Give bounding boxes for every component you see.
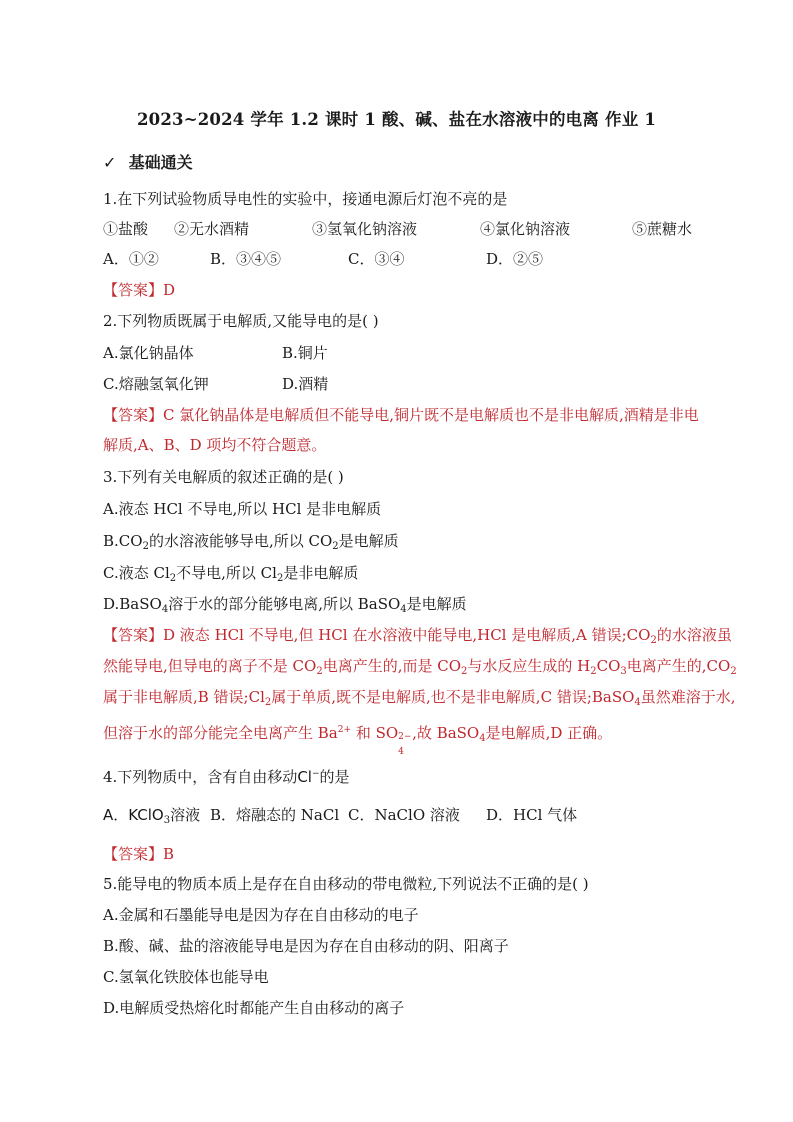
q3-answer-line2: 然能导电,但导电的离子不是 $CO_2$电离产生的,而是 $CO_2$与水反应生成的 $H_2CO_3$电离产生的$,CO_2$ <box>103 657 737 677</box>
q5-stem: 5.能导电的物质本质上是存在自由移动的带电微粒,下列说法不正确的是( ) <box>103 875 589 893</box>
q1-option-a: A．①② <box>103 250 159 268</box>
q2-stem: 2.下列物质既属于电解质,又能导电的是( ) <box>103 312 379 330</box>
check-icon: ✓ <box>103 153 117 172</box>
q2-answer-line1: 【答案】C 氯化钠晶体是电解质但不能导电,铜片既不是电解质也不是非电解质,酒精是非电 <box>103 406 699 424</box>
q1-item: ⑤蔗糖水 <box>632 220 693 238</box>
q3-stem: 3.下列有关电解质的叙述正确的是( ) <box>103 468 344 486</box>
q4-stem: 4.下列物质中，含有自由移动Cl−的是 <box>103 768 350 786</box>
q4-answer: 【答案】B <box>103 845 175 863</box>
q1-option-d: D．②⑤ <box>486 250 544 268</box>
q4-option-a: A．KClO$_3$溶液 <box>103 806 201 826</box>
q2-option-b: B.铜片 <box>282 344 328 362</box>
q4-option-b: B．熔融态的 NaCl <box>210 806 340 824</box>
section-heading <box>103 150 193 173</box>
q5-option-c: C.氢氧化铁胶体也能导电 <box>103 968 269 986</box>
q4-option-c: C．NaClO 溶液 <box>348 806 460 824</box>
q2-option-c: C.熔融氢氧化钾 <box>103 375 209 393</box>
q5-option-d: D.电解质受热熔化时都能产生自由移动的离子 <box>103 999 405 1017</box>
q1-stem: 1.在下列试验物质导电性的实验中，接通电源后灯泡不亮的是 <box>103 190 508 208</box>
q5-option-b: B.酸、碱、盐的溶液能导电是因为存在自由移动的阴、阳离子 <box>103 937 509 955</box>
q5-option-a: A.金属和石墨能导电是因为存在自由移动的电子 <box>103 906 419 924</box>
q3-answer-line3: 属于非电解质,B 错误$;Cl_2$属于单质,既不是电解质,也不是非电解质,C 错误;BaSO$_4$虽然难溶于水, <box>103 688 736 708</box>
q1-item: ④氯化钠溶液 <box>480 220 571 238</box>
q3-option-c: C.液态 $Cl_2$不导电,所以 $Cl_2$是非电解质 <box>103 564 359 584</box>
q3-option-a: A.液态 HCl 不导电,所以 HCl 是非电解质 <box>103 500 382 518</box>
q1-option-b: B．③④⑤ <box>210 250 282 268</box>
q2-option-a: A.氯化钠晶体 <box>103 344 194 362</box>
q1-answer: 【答案】D <box>103 281 176 299</box>
q2-answer-line2: 解质,A、B、D 项均不符合题意。 <box>103 436 327 454</box>
q1-item: ③氢氧化钠溶液 <box>312 220 418 238</box>
q2-option-d: D.酒精 <box>282 375 329 393</box>
q3-answer-line4: 但溶于水的部分能完全电离产生 $Ba^{2+}$ 和 SO 2− 4 ,故 BaSO$_4$是电解质,D 正确。 <box>103 724 613 757</box>
page-title: 2023~2024 学年 1.2 课时 1 酸、碱、盐在水溶液中的电离 作业 1 <box>136 110 657 129</box>
q1-option-c: C．③④ <box>348 250 405 268</box>
q3-option-d: D.BaSO$_4$溶于水的部分能够电离,所以 BaSO$_4$是电解质 <box>103 595 467 615</box>
q1-item: ②无水酒精 <box>174 220 250 238</box>
section-label: 基础通关 <box>128 153 193 172</box>
q4-option-d: D．HCl 气体 <box>486 806 578 824</box>
q3-answer-line1: 【答案】D 液态 HCl 不导电,但 HCl 在水溶液中能导电,HCl 是电解质,A 错误$;CO_2$的水溶液虽 <box>103 626 732 646</box>
q1-item: ①盐酸 <box>103 220 149 238</box>
q3-option-b: $B.CO_2$的水溶液能够导电,所以 $CO_2$是电解质 <box>103 532 399 552</box>
